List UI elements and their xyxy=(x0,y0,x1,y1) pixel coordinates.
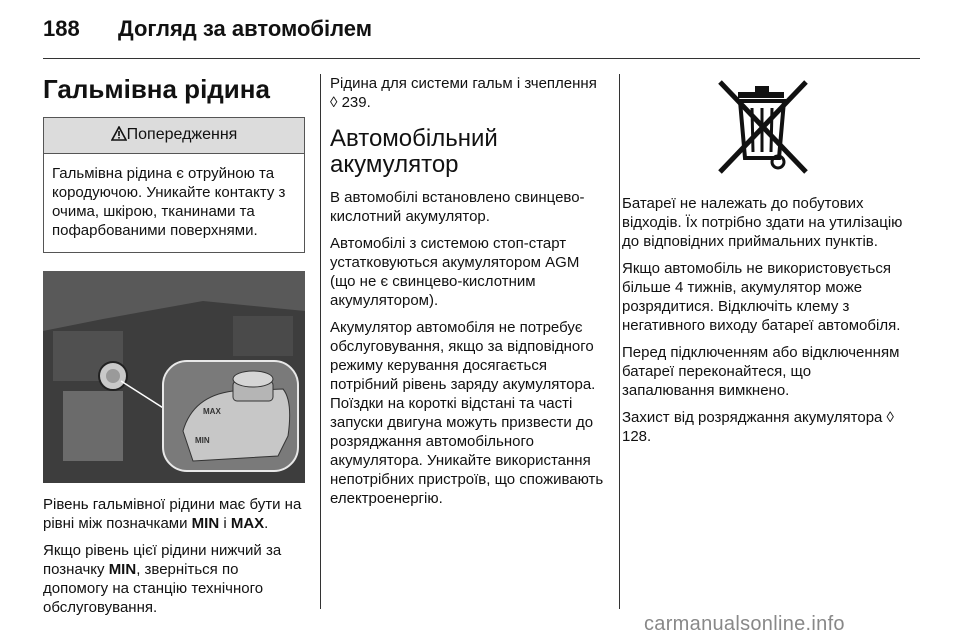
battery-paragraph-2: Автомобілі з системою стоп-старт устатковуються акумулятором AGM (що не є свинцево-кислотним акумулятором). xyxy=(330,235,580,309)
engine-bay-illustration xyxy=(43,271,305,483)
page-ref-icon: ◊ xyxy=(330,94,338,111)
watermark: carmanualsonline.info xyxy=(644,613,845,635)
min-label-2: MIN xyxy=(108,561,137,578)
warning-box xyxy=(43,117,305,253)
brake-fluid-low-text: Якщо рівень цієї рідини нижчий за позначку MIN, зверніться по допомогу на станцію технічного обслуговування. xyxy=(43,542,282,616)
discharge-protection-ref: Захист від розряджання акумулятора ◊ 128. xyxy=(622,409,894,445)
battery-paragraph-1: В автомобілі встановлено свинцево-кислотний акумулятор. xyxy=(330,189,585,225)
brake-fluid-level-text: Рівень гальмівної рідини має бути на рівні між позначками MIN і MAX. xyxy=(43,496,302,532)
column-3 xyxy=(622,74,904,454)
warning-header xyxy=(44,118,304,154)
brake-fluid-reservoir-photo xyxy=(43,271,305,483)
min-label: MIN xyxy=(191,515,220,532)
page-ref-icon: ◊ xyxy=(886,409,894,426)
page-ref-link[interactable]: 128 xyxy=(622,428,648,445)
column-1 xyxy=(43,74,305,625)
page-header-title: Догляд за автомобілем xyxy=(118,16,373,41)
ignition-paragraph: Перед підключенням або відключенням батареї переконайтеся, що запалювання вимкнено. xyxy=(622,344,900,399)
warning-title: Попередження xyxy=(126,126,238,143)
header-rule xyxy=(43,58,920,59)
section-heading-battery: Автомобільний акумулятор xyxy=(330,125,498,178)
section-heading-brake-fluid: Гальмівна рідина xyxy=(43,74,270,104)
page-number: 188 xyxy=(43,16,80,41)
min-mark-label: MIN xyxy=(195,436,210,445)
column-2 xyxy=(330,74,606,516)
disposal-paragraph: Батареї не належать до побутових відходів. Їх потрібно здати на утилізацію до відповідних приймальних пунктів. xyxy=(622,195,903,250)
brake-clutch-fluid-ref: Рідина для системи гальм і зчеплення ◊ 239. xyxy=(330,75,597,111)
page-header xyxy=(0,0,960,52)
column-divider-2 xyxy=(619,74,620,609)
max-mark-label: MAX xyxy=(203,407,221,416)
max-label: MAX xyxy=(230,515,265,532)
warning-text: Гальмівна рідина є отруйною та кородуючою. Уникайте контакту з очима, шкірою, тканинами та пофарбованими поверхнями. xyxy=(52,165,286,239)
discharge-paragraph: Якщо автомобіль не використовується більше 4 тижнів, акумулятор може розрядитися. Відключіть клему з негативного виходу батареї автомобіля. xyxy=(622,260,901,334)
column-divider-1 xyxy=(320,74,321,609)
page-ref-link[interactable]: 239 xyxy=(341,94,367,111)
warning-triangle-icon xyxy=(111,126,127,141)
crossed-bin-icon xyxy=(708,74,818,184)
battery-paragraph-3: Акумулятор автомобіля не потребує обслуговування, якщо за відповідного режиму керування досягається потрібний рівень заряду акумулятора. Поїздки на короткі відстані та часті запуски двигуна можуть призвести до розряджання автомобільного акумулятора. Уникайте використання непотрібних пристроїв, що споживають електроенергію. xyxy=(330,319,604,507)
